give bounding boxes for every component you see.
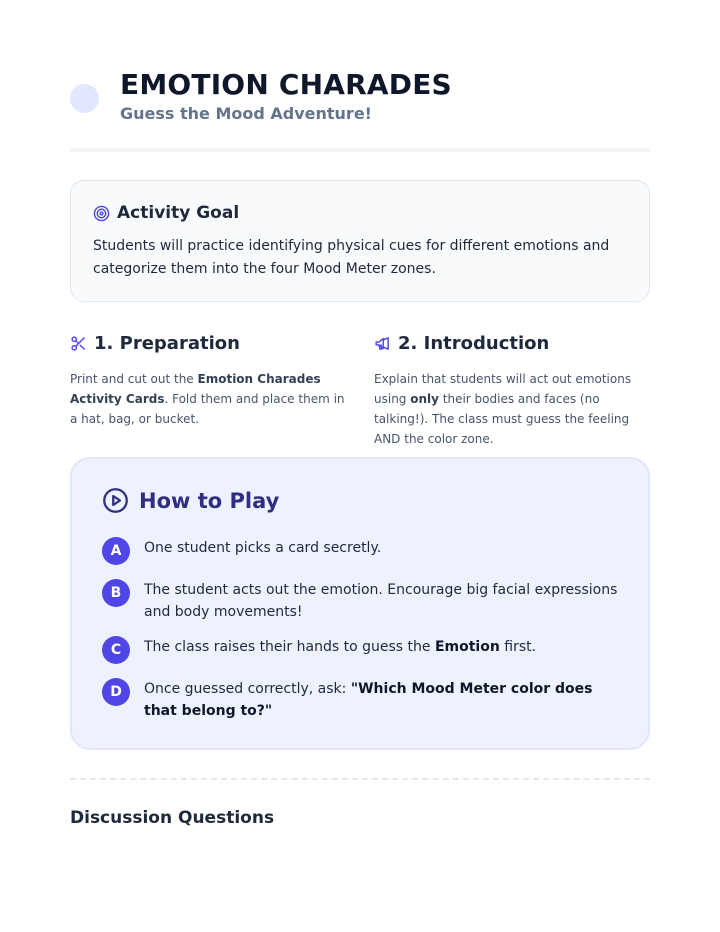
step-text xyxy=(144,678,624,722)
page-header xyxy=(70,66,650,152)
preparation-text-bold: Emotion Charades Activity Cards xyxy=(70,372,321,406)
play-circle-icon xyxy=(102,487,129,514)
page-subtitle: Guess the Mood Adventure! xyxy=(120,104,372,123)
page-title: EMOTION CHARADES xyxy=(120,68,452,101)
target-icon xyxy=(93,205,110,222)
introduction-text-before: Explain that students will act out emotions using xyxy=(374,372,632,406)
introduction-header xyxy=(374,330,654,356)
step-badge: B xyxy=(102,579,130,607)
activity-goal-text: Students will practice identifying physical cues for different emotions and categorize them into the four Mood Meter zones. xyxy=(93,238,610,277)
how-to-play-title: How to Play xyxy=(139,488,280,513)
introduction-text-after: their bodies and faces (no talking!). The class must guess the feeling AND the color zone. xyxy=(374,392,630,446)
activity-goal-title: Activity Goal xyxy=(117,203,240,223)
scissors-icon xyxy=(70,335,87,352)
step-text xyxy=(144,537,624,559)
step-text xyxy=(144,579,624,623)
preparation-section xyxy=(70,330,350,429)
step-text-before: One student picks a card secretly. xyxy=(144,540,382,556)
step-text-before: The student acts out the emotion. Encourage big facial expressions and body movements! xyxy=(144,582,618,620)
introduction-section xyxy=(374,330,654,449)
section-divider xyxy=(70,778,650,780)
introduction-text xyxy=(374,369,654,449)
preparation-text-before: Print and cut out the xyxy=(70,372,198,386)
discussion-title: Discussion Questions xyxy=(70,808,275,828)
preparation-header xyxy=(70,330,350,356)
step-text-bold: "Which Mood Meter color does that belong to?" xyxy=(144,681,593,719)
step-text-before: The class raises their hands to guess the xyxy=(144,639,435,655)
introduction-title: 2. Introduction xyxy=(398,332,550,354)
step-text xyxy=(144,636,624,658)
megaphone-icon xyxy=(374,335,391,352)
how-to-play-card xyxy=(70,457,650,750)
step-badge: C xyxy=(102,636,130,664)
activity-goal-header xyxy=(93,203,239,223)
step-text-bold: Emotion xyxy=(434,639,500,655)
logo-dot xyxy=(70,84,99,113)
preparation-title: 1. Preparation xyxy=(94,332,240,354)
step-badge: D xyxy=(102,678,130,706)
preparation-text-after: . Fold them and place them in a hat, bag, or bucket. xyxy=(70,392,345,426)
step-text-after: first. xyxy=(499,639,537,655)
activity-goal-card xyxy=(70,180,650,302)
how-to-play-header xyxy=(102,487,279,514)
step-text-before: Once guessed correctly, ask: xyxy=(144,681,351,697)
introduction-text-bold: only xyxy=(410,392,439,406)
step-badge: A xyxy=(102,537,130,565)
preparation-text xyxy=(70,369,350,429)
